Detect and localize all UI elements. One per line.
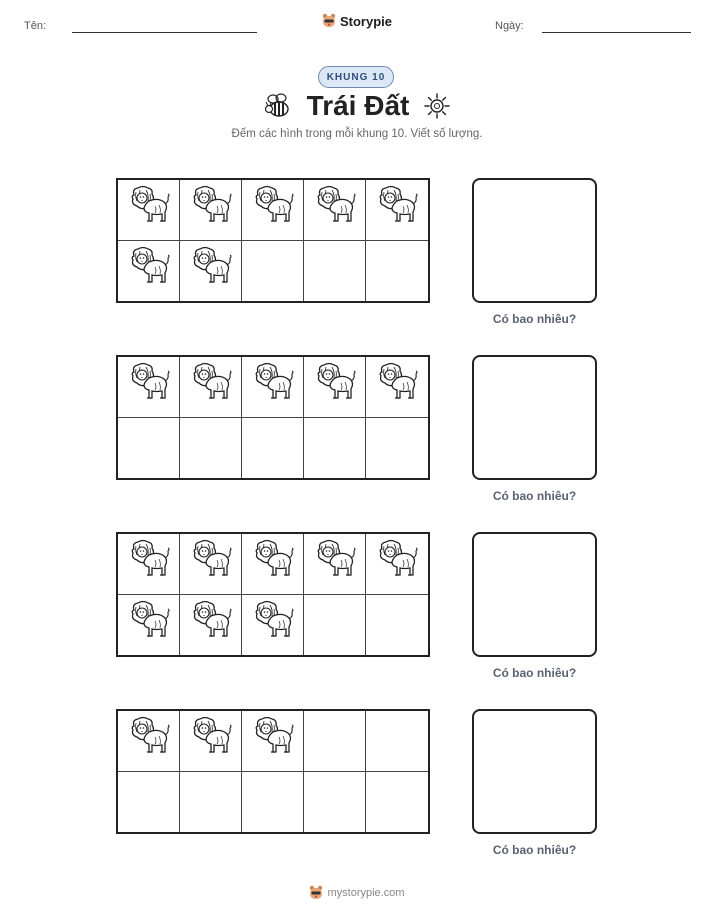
lion-icon — [127, 539, 171, 588]
lion-icon — [313, 185, 357, 234]
answer-question-1: Có bao nhiêu? — [492, 312, 577, 326]
frame-cell — [242, 595, 304, 656]
ten-frame-2 — [116, 355, 430, 480]
frame-cell — [180, 241, 242, 302]
name-label: Tên: — [24, 20, 47, 32]
answer-box-2[interactable] — [472, 355, 597, 480]
frame-cell — [304, 180, 366, 241]
lion-icon — [189, 600, 233, 649]
frame-cell — [180, 595, 242, 656]
lion-icon — [375, 362, 419, 411]
frame-cell — [242, 772, 304, 833]
lion-icon — [251, 185, 295, 234]
frame-cell — [242, 711, 304, 772]
answer-question-4: Có bao nhiêu? — [492, 843, 577, 857]
lion-icon — [251, 600, 295, 649]
frame-cell — [180, 418, 242, 479]
lion-icon — [251, 539, 295, 588]
frame-cell — [118, 772, 180, 833]
frame-cell — [366, 595, 428, 656]
frame-cell — [118, 418, 180, 479]
name-line[interactable] — [72, 32, 257, 33]
frame-cell — [366, 534, 428, 595]
frame-cell — [304, 711, 366, 772]
footer-url[interactable]: mystorypie.com — [327, 887, 405, 899]
lion-icon — [127, 600, 171, 649]
frame-cell — [366, 711, 428, 772]
lion-icon — [189, 716, 233, 765]
lion-icon — [127, 362, 171, 411]
frame-cell — [304, 418, 366, 479]
brand-name: Storypie — [339, 13, 392, 29]
answer-box-1[interactable] — [472, 178, 597, 303]
lion-icon — [313, 539, 357, 588]
frame-cell — [242, 534, 304, 595]
lion-icon — [189, 539, 233, 588]
lion-icon — [375, 539, 419, 588]
answer-question-2: Có bao nhiêu? — [492, 489, 577, 503]
answer-box-4[interactable] — [472, 709, 597, 834]
frame-cell — [366, 180, 428, 241]
frame-cell — [366, 241, 428, 302]
frame-cell — [118, 711, 180, 772]
ten-frame-3 — [116, 532, 430, 657]
frame-cell — [242, 418, 304, 479]
frame-cell — [180, 357, 242, 418]
frame-cell — [242, 180, 304, 241]
frame-cell — [180, 772, 242, 833]
brand-logo — [0, 13, 714, 29]
lion-icon — [127, 246, 171, 295]
lion-icon — [251, 362, 295, 411]
date-label: Ngày: — [495, 20, 524, 32]
lion-icon — [313, 362, 357, 411]
frame-cell — [304, 534, 366, 595]
frame-cell — [366, 418, 428, 479]
frame-cell — [180, 180, 242, 241]
lion-icon — [189, 362, 233, 411]
frame-cell — [304, 357, 366, 418]
frame-cell — [366, 357, 428, 418]
frame-cell — [118, 241, 180, 302]
answer-box-3[interactable] — [472, 532, 597, 657]
frame-cell — [242, 241, 304, 302]
storypie-mascot-icon — [322, 13, 336, 29]
frame-cell — [118, 357, 180, 418]
bee-icon — [263, 92, 293, 120]
frame-cell — [366, 772, 428, 833]
frame-cell — [242, 357, 304, 418]
frame-cell — [180, 711, 242, 772]
lion-icon — [251, 716, 295, 765]
lion-icon — [375, 185, 419, 234]
frame-cell — [304, 595, 366, 656]
lion-icon — [189, 246, 233, 295]
ten-frame-4 — [116, 709, 430, 834]
frame-cell — [304, 772, 366, 833]
footer — [0, 885, 714, 901]
title-row — [0, 90, 714, 122]
answer-question-3: Có bao nhiêu? — [492, 666, 577, 680]
frame-cell — [118, 595, 180, 656]
storypie-mascot-icon — [309, 885, 323, 901]
lion-icon — [189, 185, 233, 234]
frame-cell — [118, 180, 180, 241]
worksheet-badge: KHUNG 10 — [318, 66, 394, 88]
lion-icon — [127, 716, 171, 765]
ten-frame-1 — [116, 178, 430, 303]
frame-cell — [118, 534, 180, 595]
sun-icon — [423, 92, 451, 120]
date-line[interactable] — [542, 32, 691, 33]
lion-icon — [127, 185, 171, 234]
frame-cell — [304, 241, 366, 302]
frame-cell — [180, 534, 242, 595]
page-title: Trái Đất — [306, 90, 410, 121]
instructions: Đếm các hình trong mỗi khung 10. Viết số lượng. — [231, 128, 483, 140]
